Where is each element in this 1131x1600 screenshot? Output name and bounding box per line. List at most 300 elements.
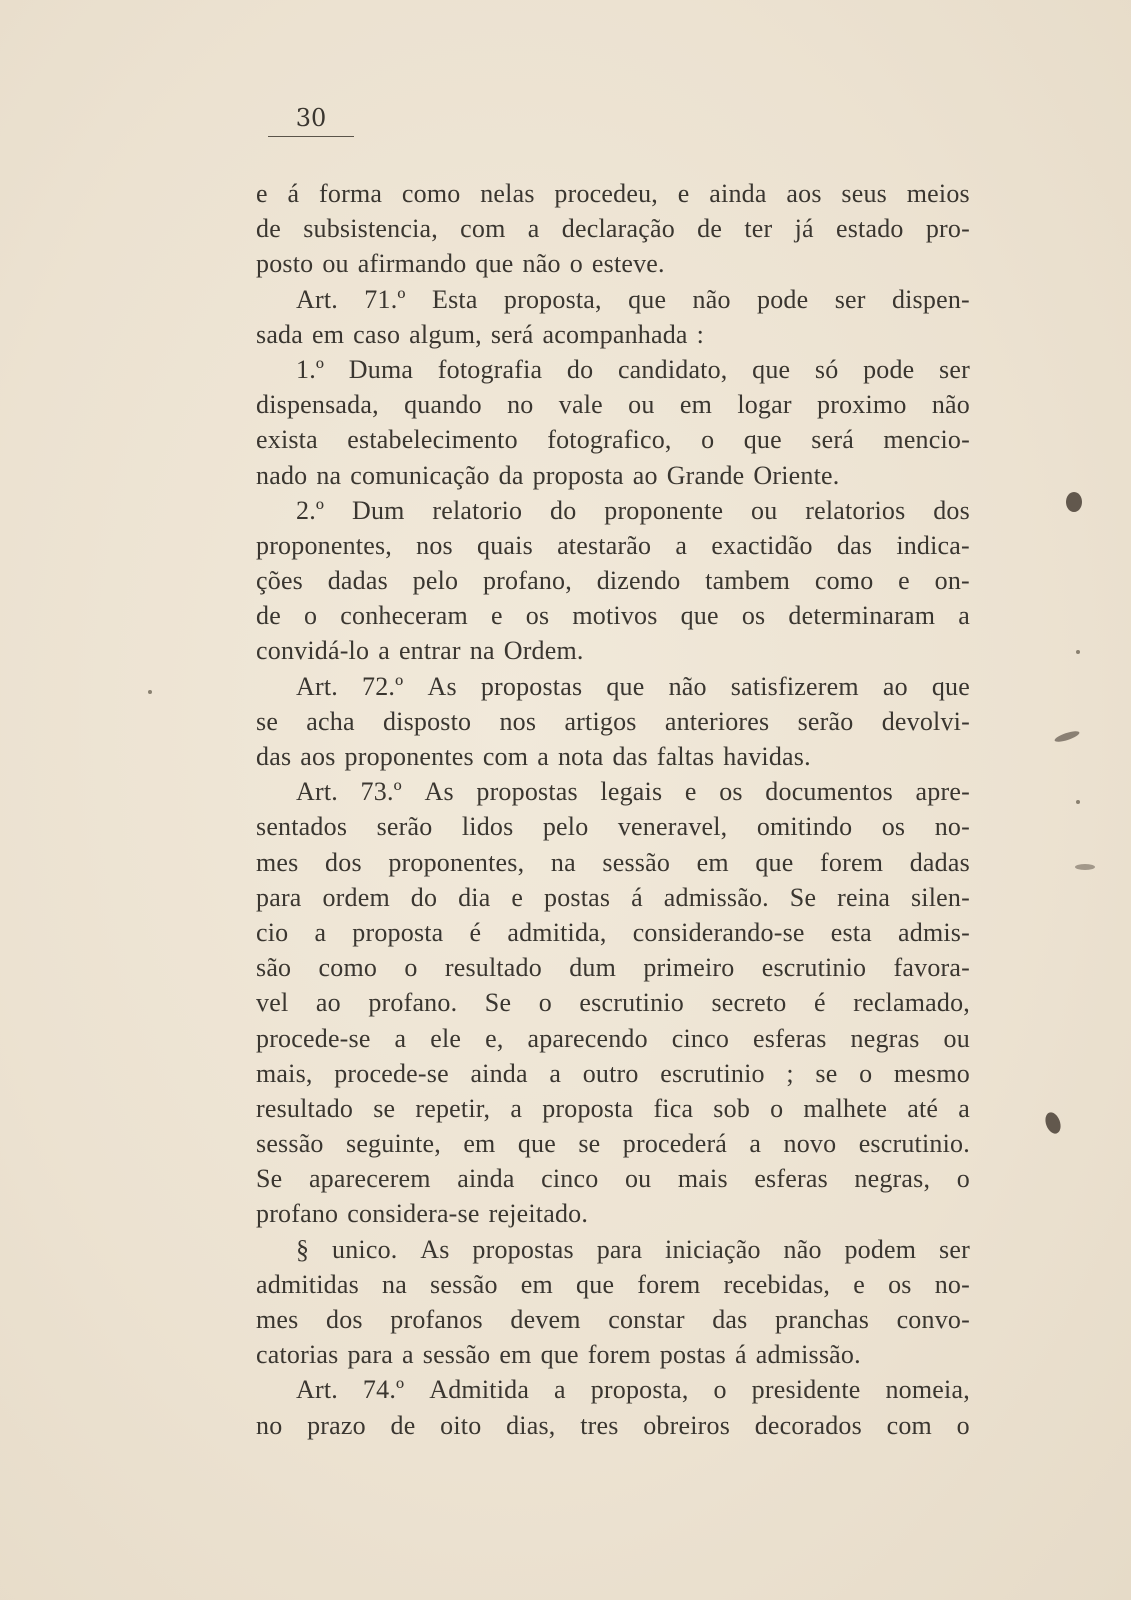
word: e	[256, 179, 268, 208]
word: o	[404, 953, 418, 983]
word: que	[752, 354, 791, 384]
word: o	[713, 1375, 727, 1405]
word: dispensada,	[256, 390, 379, 420]
text-line	[256, 1091, 970, 1126]
word: mencio-	[883, 425, 970, 455]
word: pro-	[925, 214, 970, 244]
word: a	[378, 636, 390, 666]
word: para	[256, 882, 302, 912]
word: acompanhada	[542, 319, 688, 349]
word: exactidão	[711, 530, 813, 560]
word: dos	[326, 1305, 363, 1334]
page-number: 30	[295, 104, 327, 132]
text-line	[256, 422, 970, 457]
word: da	[498, 460, 524, 490]
word: os	[741, 601, 766, 631]
word: Dum	[351, 495, 405, 525]
word: esta	[830, 917, 872, 947]
word: admitidas	[256, 1269, 359, 1299]
word: como	[401, 179, 461, 208]
text-line	[256, 1372, 970, 1407]
word: satisfizerem	[730, 671, 859, 701]
word: dos	[325, 847, 362, 877]
word: não	[783, 1234, 822, 1264]
word: a	[314, 917, 327, 947]
word: ;	[786, 1058, 794, 1088]
text-line	[256, 633, 970, 668]
word: estabelecimento	[347, 425, 518, 455]
word: fica	[653, 1093, 694, 1123]
word: favora-	[893, 953, 970, 983]
word: na	[469, 636, 495, 666]
word: legais	[600, 777, 663, 807]
word: postas	[659, 1340, 726, 1370]
word: das	[256, 742, 292, 771]
word: procedeu,	[554, 179, 659, 208]
word: nos	[416, 530, 453, 560]
word: será	[490, 319, 534, 349]
word: o	[770, 1093, 784, 1123]
word: entrar	[398, 636, 461, 666]
word: 71.º	[364, 284, 406, 314]
word: ou	[628, 390, 655, 420]
body-text	[256, 176, 970, 1443]
word: aos	[300, 742, 336, 771]
word: profano,	[482, 566, 572, 596]
text-line	[256, 880, 970, 915]
text-line	[256, 1021, 970, 1056]
word: resultado	[256, 1093, 354, 1123]
word: faltas	[656, 742, 715, 771]
word: motivos	[572, 601, 658, 631]
word: que	[540, 1340, 579, 1370]
word: pode	[863, 354, 915, 384]
word: :	[696, 319, 705, 349]
word: será	[811, 425, 854, 455]
word: ser	[939, 1234, 970, 1264]
word: lidos	[461, 812, 514, 842]
word: Se	[789, 882, 817, 912]
word: negras	[850, 1023, 920, 1053]
word: veneravel,	[617, 812, 728, 842]
word: reclamado,	[853, 988, 970, 1018]
word: das	[612, 742, 648, 771]
word: Oriente.	[753, 460, 840, 490]
word: mesmo	[893, 1058, 970, 1088]
word: ao	[315, 988, 341, 1018]
word: procede-se	[334, 1058, 449, 1088]
word: admitida,	[507, 917, 607, 947]
word: o	[859, 1058, 873, 1088]
word: como	[318, 953, 378, 983]
word: pelo	[542, 812, 589, 842]
word: os	[888, 1269, 912, 1299]
paper-speck	[1076, 650, 1080, 654]
word: prazo	[307, 1410, 366, 1440]
word: só	[814, 354, 839, 384]
word: Se	[256, 1164, 283, 1194]
word: comunicação	[350, 460, 490, 490]
text-line	[256, 1337, 970, 1372]
word: mais	[677, 1164, 728, 1194]
word: sentados	[256, 812, 348, 842]
word: As	[424, 777, 454, 807]
word: exista	[256, 425, 318, 455]
word: á	[735, 1340, 747, 1370]
word: vel	[256, 988, 289, 1018]
word: proponentes	[344, 742, 474, 771]
word: propostas	[476, 777, 578, 807]
word: e	[853, 1269, 865, 1299]
word: cio	[256, 917, 289, 947]
word: sessão	[256, 1129, 324, 1159]
word: unico.	[332, 1234, 398, 1264]
text-line	[256, 950, 970, 985]
word: dadas	[327, 566, 388, 596]
word: nelas	[480, 179, 535, 208]
word: a	[554, 1375, 566, 1405]
word: posto	[256, 249, 314, 279]
word: em	[520, 1269, 553, 1299]
word: a	[537, 742, 549, 771]
word: Grande	[666, 460, 745, 490]
word: com	[886, 1410, 932, 1440]
word: a	[402, 1340, 414, 1370]
word: o	[304, 601, 318, 631]
word: convidá-lo	[256, 636, 370, 666]
word: em	[312, 319, 345, 349]
text-line	[256, 211, 970, 246]
text-line	[256, 845, 970, 880]
word: ainda	[709, 179, 767, 208]
word: não	[668, 671, 707, 701]
word: ções	[256, 566, 303, 596]
word: e,	[485, 1023, 504, 1053]
word: reina	[837, 882, 891, 912]
word: dia	[458, 882, 491, 912]
word: As	[427, 671, 457, 701]
word: em	[696, 847, 729, 877]
word: de	[697, 214, 723, 244]
word: dos	[933, 495, 970, 525]
word: em	[463, 1129, 496, 1159]
word: 72.º	[362, 671, 404, 701]
word: Art.	[296, 1375, 338, 1405]
word: e	[898, 566, 910, 596]
word: sada	[256, 319, 303, 349]
word: podem	[844, 1234, 917, 1264]
word: convo-	[896, 1305, 970, 1334]
word: escrutinio	[579, 988, 684, 1018]
word: do	[550, 495, 577, 525]
word: de	[256, 601, 281, 631]
text-line	[256, 774, 970, 809]
word: ou	[751, 495, 778, 525]
word: que	[606, 671, 645, 701]
word: e	[677, 179, 690, 208]
word: candidato,	[617, 354, 728, 384]
word: ou	[943, 1023, 970, 1053]
text-line	[256, 387, 970, 422]
word: no	[256, 1410, 283, 1440]
word: ainda	[470, 1058, 528, 1088]
word: Art.	[296, 284, 338, 314]
word: ao	[882, 671, 908, 701]
word: é	[469, 917, 482, 947]
word: ou	[624, 1164, 652, 1194]
word: procede-se	[256, 1023, 371, 1053]
word: a	[549, 1058, 562, 1088]
word: profanos	[390, 1305, 483, 1334]
word: relatorio	[432, 495, 523, 525]
ink-stain	[1054, 729, 1081, 744]
word: ou	[322, 249, 349, 279]
word: repetir,	[415, 1093, 491, 1123]
word: Art.	[296, 777, 338, 807]
word: profano.	[368, 988, 458, 1018]
word: das	[836, 530, 873, 560]
word: meios	[906, 179, 970, 208]
word: catorias	[256, 1340, 339, 1370]
word: não	[931, 390, 970, 420]
text-line	[256, 1056, 970, 1091]
word: á	[631, 882, 643, 912]
word: serão	[797, 706, 854, 736]
word: silen-	[910, 882, 970, 912]
text-line	[256, 1267, 970, 1302]
word: a	[958, 601, 970, 631]
word: sessão	[430, 1269, 498, 1299]
word: decorados	[754, 1410, 862, 1440]
word: seguinte,	[346, 1129, 441, 1159]
word: caso	[353, 319, 401, 349]
word: que	[517, 1129, 556, 1159]
word: até	[907, 1093, 939, 1123]
word: dizendo	[596, 566, 681, 596]
word: proponente	[604, 495, 724, 525]
text-line	[256, 282, 970, 317]
word: a	[749, 1129, 762, 1159]
word: nota	[557, 742, 604, 771]
word: malhete	[803, 1093, 888, 1123]
word: que	[680, 601, 719, 631]
word: 2.º	[296, 495, 325, 525]
word: afirmando	[357, 249, 467, 279]
word: no-	[934, 812, 970, 842]
text-line	[256, 317, 970, 352]
word: proposta	[532, 460, 624, 490]
text-line	[256, 598, 970, 633]
word: de	[256, 214, 281, 244]
word: na	[382, 1269, 407, 1299]
word: não	[522, 249, 561, 279]
text-line	[256, 809, 970, 844]
word: e	[511, 882, 524, 912]
word: constar	[608, 1305, 685, 1334]
word: As	[420, 1234, 450, 1264]
word: anteriores	[664, 706, 770, 736]
word: no	[507, 390, 534, 420]
word: a	[958, 1093, 970, 1123]
word: com	[460, 214, 506, 244]
word: subsistencia,	[303, 214, 438, 244]
word: pranchas	[775, 1305, 870, 1334]
word: cinco	[671, 1023, 730, 1053]
word: proponentes,	[388, 847, 525, 877]
word: presidente	[751, 1375, 861, 1405]
word: recebidas,	[723, 1269, 831, 1299]
word: ser	[834, 284, 866, 314]
text-line	[256, 246, 970, 281]
text-line	[256, 1232, 970, 1267]
word: forem	[587, 1340, 651, 1370]
text-line	[256, 1302, 970, 1337]
word: mes	[256, 847, 299, 877]
word: vale	[558, 390, 603, 420]
word: Ordem.	[503, 636, 584, 666]
word: aparecerem	[308, 1164, 431, 1194]
text-line	[256, 669, 970, 704]
word: e	[684, 777, 697, 807]
word: Duma	[348, 354, 414, 384]
word: conheceram	[340, 601, 468, 631]
word: que	[628, 284, 667, 314]
word: do	[410, 882, 438, 912]
word: do	[566, 354, 594, 384]
word: admissão.	[663, 882, 769, 912]
word: escrutinio.	[858, 1129, 970, 1159]
word: forem	[637, 1269, 701, 1299]
word: esferas	[753, 1023, 827, 1053]
word: dias,	[506, 1410, 556, 1440]
word: artigos	[564, 706, 637, 736]
word: já	[794, 214, 814, 244]
word: atestarão	[557, 530, 652, 560]
word: e	[490, 601, 503, 631]
word: relatorios	[805, 495, 906, 525]
word: nos	[499, 706, 537, 736]
word: documentos	[765, 777, 893, 807]
word: o	[569, 249, 583, 279]
word: disposto	[382, 706, 472, 736]
word: ainda	[457, 1164, 515, 1194]
word: sob	[713, 1093, 751, 1123]
word: iniciação	[665, 1234, 761, 1264]
word: que	[576, 1269, 615, 1299]
word: quais	[477, 530, 533, 560]
word: proposta,	[590, 1375, 689, 1405]
word: que	[755, 847, 794, 877]
word: dadas	[909, 847, 970, 877]
word: se	[256, 706, 279, 736]
word: são	[256, 953, 292, 983]
text-line	[256, 704, 970, 739]
word: novo	[783, 1129, 837, 1159]
word: escrutinio	[761, 953, 867, 983]
word: on-	[934, 566, 970, 596]
word: indica-	[896, 530, 970, 560]
word: esferas	[754, 1164, 828, 1194]
word: 1.º	[296, 354, 325, 384]
word: na	[550, 847, 576, 877]
word: seus	[841, 179, 887, 208]
word: nomeia,	[885, 1375, 970, 1405]
word: ele	[430, 1023, 462, 1053]
word: aparecendo	[527, 1023, 648, 1053]
word: dum	[569, 953, 617, 983]
word: o	[538, 988, 552, 1018]
page-number-rule	[268, 136, 354, 137]
word: se	[815, 1058, 838, 1088]
word: determinaram	[788, 601, 936, 631]
word: na	[316, 460, 342, 490]
text-line	[256, 458, 970, 493]
word: propostas	[480, 671, 583, 701]
word: ter	[744, 214, 773, 244]
word: serão	[376, 812, 433, 842]
text-line	[256, 1161, 970, 1196]
word: fotografico,	[547, 425, 672, 455]
word: forma	[319, 179, 383, 208]
word: a	[527, 214, 540, 244]
word: dispen-	[891, 284, 970, 314]
text-line	[256, 176, 970, 211]
word: omitindo	[756, 812, 853, 842]
word: sessão	[422, 1340, 491, 1370]
word: sessão	[602, 847, 671, 877]
word: em	[679, 390, 713, 420]
text-line	[256, 528, 970, 563]
word: escrutinio	[660, 1058, 765, 1088]
word: em	[499, 1340, 532, 1370]
word: não	[692, 284, 731, 314]
word: das	[712, 1305, 748, 1334]
word: no-	[934, 1269, 970, 1299]
word: §	[296, 1234, 310, 1264]
word: admissão.	[755, 1340, 861, 1370]
word: para	[347, 1340, 393, 1370]
word: de	[390, 1410, 416, 1440]
word: procederá	[622, 1129, 728, 1159]
word: ser	[939, 354, 970, 384]
word: proposta,	[503, 284, 602, 314]
word: tres	[580, 1410, 619, 1440]
word: havidas.	[723, 742, 811, 771]
word: que	[475, 249, 514, 279]
word: ao	[632, 460, 658, 490]
word: apre-	[915, 777, 970, 807]
word: oito	[440, 1410, 482, 1440]
word: proposta	[542, 1093, 634, 1123]
word: resultado	[444, 953, 542, 983]
word: á	[287, 179, 300, 208]
word: obreiros	[643, 1410, 731, 1440]
word: pelo	[412, 566, 459, 596]
word: 73.º	[360, 777, 402, 807]
word: devem	[510, 1305, 581, 1334]
word: proponentes,	[256, 530, 392, 560]
word: estado	[835, 214, 904, 244]
text-line	[256, 1196, 970, 1231]
word: propostas	[472, 1234, 574, 1264]
word: é	[813, 988, 826, 1018]
word: proposta	[352, 917, 444, 947]
word: a	[510, 1093, 523, 1123]
ink-stain	[1066, 492, 1082, 512]
text-line	[256, 1408, 970, 1443]
word: secreto	[711, 988, 787, 1018]
word: negras,	[854, 1164, 931, 1194]
